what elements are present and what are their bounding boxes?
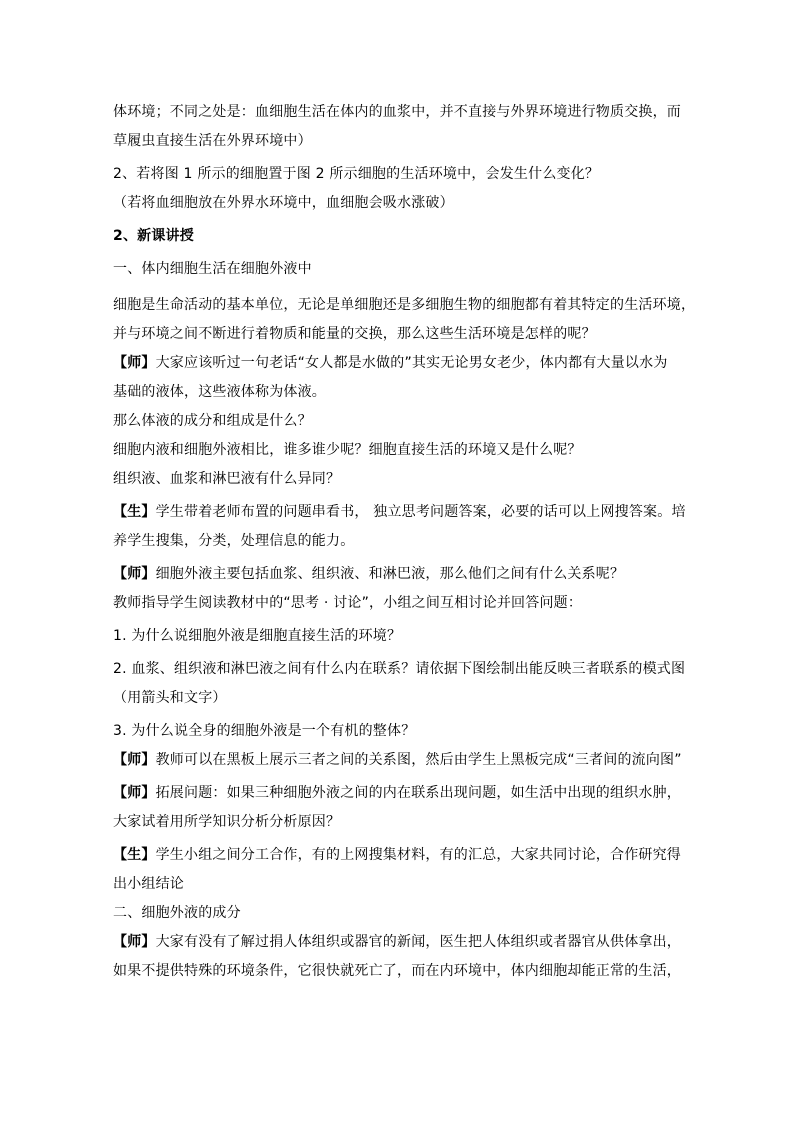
section-heading (113, 222, 683, 251)
numbered-question (113, 655, 686, 684)
line-text: 3. 为什么说全身的细胞外液是一个有机的整体？ (113, 723, 416, 739)
speaker-tag: 【师】 (113, 934, 156, 950)
line-text: 并与环境之间不断进行着物质和能量的交换，那么这些生活环境是怎样的呢？ (113, 326, 596, 342)
line-text: 草履虫直接生活在外界环境中） (113, 133, 312, 149)
student-line (113, 841, 683, 870)
speaker-tag: 【师】 (113, 752, 156, 768)
paragraph-line (113, 957, 683, 986)
line-text: 大家应该听过一句老话“女人都是水做的”其实无论男女老少，体内都有大量以水为 (155, 355, 668, 371)
heading-text: 二、细胞外液的成分 (113, 905, 241, 921)
line-text: 大家有没有了解过捐人体组织或器官的新闻，医生把人体组织或者器官从供体拿出， (155, 934, 682, 950)
document-body (113, 98, 696, 986)
heading-text: 一、体内细胞生活在细胞外液中 (113, 261, 312, 277)
line-text: 2. 血浆、组织液和淋巴液之间有什么内在联系？请依据下图绘制出能反映三者联系的模式图 (113, 661, 686, 677)
line-text: 细胞内液和细胞外液相比，谁多谁少呢？细胞直接生活的环境又是什么呢？ (113, 442, 582, 458)
answer-line (113, 189, 683, 218)
line-text: 2、若将图 1 所示的细胞置于图 2 所示细胞的生活环境中，会发生什么变化？ (113, 166, 600, 182)
paragraph-line (113, 527, 683, 556)
paragraph-line (113, 127, 683, 156)
paragraph-line (113, 407, 683, 436)
teacher-line (113, 746, 683, 775)
line-text: （用箭头和文字） (113, 690, 227, 706)
paragraph-line (113, 808, 683, 837)
line-text: 大家试着用所学知识分析分析原因？ (113, 814, 341, 830)
paragraph-line (113, 291, 696, 320)
line-text: 教师可以在黑板上展示三者之间的关系图，然后由学生上黑板完成“三者间的流向图” (155, 752, 682, 768)
subsection-heading (113, 899, 683, 928)
paragraph-line (113, 589, 683, 618)
paragraph-line (113, 465, 683, 494)
line-text: 出小组结论 (113, 876, 184, 892)
paragraph-line (113, 378, 683, 407)
speaker-tag: 【师】 (113, 785, 156, 801)
teacher-line (113, 349, 683, 378)
line-text: 那么体液的成分和组成是什么？ (113, 413, 312, 429)
speaker-tag: 【师】 (113, 566, 156, 582)
line-text: 如果不提供特殊的环境条件，它很快就死亡了，而在内环境中，体内细胞却能正常的生活， (113, 963, 681, 979)
line-text: （若将血细胞放在外界水环境中，血细胞会吸水涨破） (113, 195, 454, 211)
paragraph-line (113, 684, 683, 713)
line-text: 细胞外液主要包括血浆、组织液、和淋巴液，那么他们之间有什么关系呢？ (155, 566, 625, 582)
speaker-tag: 【生】 (113, 847, 156, 863)
question-line (113, 160, 683, 189)
line-text: 组织液、血浆和淋巴液有什么异同？ (113, 471, 341, 487)
line-text: 教师指导学生阅读教材中的“思考 · 讨论”，小组之间互相讨论并回答问题： (113, 595, 583, 611)
student-line (113, 498, 686, 527)
line-text: 1. 为什么说细胞外液是细胞直接生活的环境？ (113, 628, 402, 644)
line-text: 体环境；不同之处是：血细胞生活在体内的血浆中，并不直接与外界环境进行物质交换，而 (113, 104, 681, 120)
teacher-line (113, 928, 683, 957)
numbered-question (113, 717, 683, 746)
heading-text: 2、新课讲授 (113, 228, 194, 244)
speaker-tag: 【生】 (113, 504, 156, 520)
line-text: 养学生搜集，分类，处理信息的能力。 (113, 533, 355, 549)
line-text: 拓展问题：如果三种细胞外液之间的内在联系出现问题，如生活中出现的组织水肿， (155, 785, 682, 801)
paragraph-line (113, 870, 683, 899)
line-text: 基础的液体，这些液体称为体液。 (113, 384, 326, 400)
line-text: 学生带着老师布置的问题串看书， 独立思考问题答案，必要的话可以上网搜答案。培 (155, 504, 686, 520)
subsection-heading (113, 255, 683, 284)
numbered-question (113, 622, 683, 651)
speaker-tag: 【师】 (113, 355, 156, 371)
line-text: 细胞是生命活动的基本单位，无论是单细胞还是多细胞生物的细胞都有着其特定的生活环境， (113, 297, 696, 313)
paragraph-line (113, 436, 683, 465)
teacher-line (113, 779, 683, 808)
paragraph-line (113, 98, 683, 127)
paragraph-line (113, 320, 683, 349)
line-text: 学生小组之间分工合作，有的上网搜集材料，有的汇总，大家共同讨论，合作研究得 (155, 847, 682, 863)
teacher-line (113, 560, 683, 589)
